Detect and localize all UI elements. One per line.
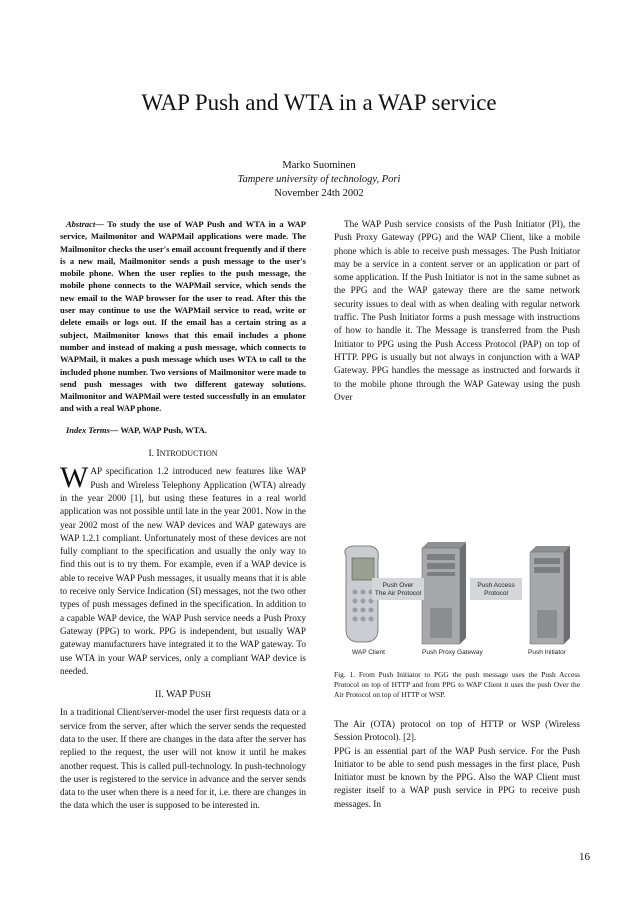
abstract-label: Abstract: [66, 219, 96, 229]
wap-client-label: WAP Client: [352, 649, 385, 656]
section-heading-wap-push: II. WAP PUSH: [155, 689, 211, 701]
left-column: [60, 218, 306, 813]
after-figure-text: [334, 718, 580, 811]
ppg-server-icon: [422, 542, 466, 644]
figure-1: [334, 538, 580, 656]
page-number: 16: [579, 851, 590, 863]
wap-push-diagram: [334, 538, 580, 656]
author-affiliation: Tampere university of technology, Pori: [237, 174, 401, 185]
wap-push-paragraph: In a traditional Client/server-model the user first requests data or a service from the server, after which the server sends the requested data to the user. If there are changes in the data after the server has replied to the request, the user will not know it until he makes another request. This is called pull-technology. In push-technology the user is registered to the service in advance and the server sends data to the user when there is a need for it, i.e. there are changes in the data which the user is supposed to be interested in.: [60, 707, 306, 811]
drop-cap: W: [60, 461, 89, 495]
after-figure-paragraph-1: The Air (OTA) protocol on top of HTTP or WSP (Wireless Session Protocol). [2].: [334, 719, 580, 743]
ppg-label: Push Proxy Gateway: [422, 649, 483, 656]
push-initiator-label: Push Initiator: [528, 649, 566, 656]
author-block: [0, 159, 638, 201]
index-terms: [60, 424, 306, 437]
paper-title: WAP Push and WTA in a WAP service: [141, 90, 497, 115]
author-name: Marko Suominen: [282, 160, 356, 171]
figure-caption: Fig. 1. From Push Initiator to PGG the push message uses the Push Access Protocol on top of HTTP and from PPG to WAP Client it uses the push Over the Air Protocol on top of HTTP or WSP.: [334, 670, 580, 699]
introduction-paragraph: WAP specification 1.2 introduced new features like WAP Push and Wireless Telephony Application (WTA) already in the year 2000 [1], but using these features in a real world application was not possible until late in the year 2001. Now in the year 2002 most of the new WAP devices and WAP gateways are WAP 1.2.1 compliant. Unfortunately most of these devices are not fully compliant to the specification and usually the only way to find this out is to try them. For example, even if a WAP device is able to receive WAP Push messages, it usually means that it is able to receive only Service Indication (SI) messages, not the two other types of push messages defined in the specification. In addition to a capable WAP device, the WAP Push service needs a Push Proxy Gateway (PPG) to work. PPG is independent, but usually WAP gateway manufacturers have integrated it to the WAP gateway. To use WTA in your WAP services, only a compliant WAP device is needed.: [60, 461, 306, 676]
abstract: [60, 218, 306, 415]
paper-date: November 24th 2002: [274, 188, 364, 199]
wap-push-paragraph-2: The WAP Push service consists of the Push Initiator (PI), the Push Proxy Gateway (PPG) and the WAP Client, like a mobile phone which is able to receive push messages. The Push Initiator may be a service in a content server or an application or part of some application. If the Push Initiator is not in the same subnet as the PPG and the WAP gateway there are the same network security issues to deal with as when dealing with regular network traffic. The Push Initiator forms a push message with instructions of how to handle it. The Message is transferred from the Push Initiator to PPG using the Push Access Protocol (PAP) on top of HTTP. PPG is usually but not always in conjunction with a WAP Gateway. PPG handles the message as instructed and forwards it to the mobile phone through the WAP Gateway using the push Over: [334, 219, 580, 402]
right-column: [334, 218, 580, 404]
ota-label-line1: Push Over: [382, 582, 414, 589]
pap-label-line2: Protocol: [484, 590, 508, 597]
push-initiator-server-icon: [530, 546, 570, 644]
abstract-text: — To study the use of WAP Push and WTA in a WAP service, Mailmonitor and WAPMail applications were made. The Mailmonitor checks the user's email account frequently and if there is a new mail, Mailmonitor sends a push message to the user's mobile phone. When the user replies to the push message, the mobile phone connects to the WAPMail service, which sends the new email to the WAP browser for the user to read. After this the user may continue to use the WAPMail service to read, write or delete emails or logs out. If the email has a certain string as a subject, Mailmonitor knows that this email includes a phone number and instead of making a push message, which connects to WAPMail, it makes a push message which uses WTA to call to the included phone number. Two versions of Mailmonitor were made to send push messages with two different gateway solutions. Mailmonitor and WAPMail were tested successfully in an emulator and with a real WAP phone.: [60, 219, 306, 414]
ota-label-line2: The Air Protocol: [374, 590, 422, 597]
after-figure-paragraph-2: PPG is an essential part of the WAP Push service. For the Push Initiator to be able to send push messages in the first place, Push Initiator must be known by the PPG. Also the WAP Client must register itself to a WAP push service in PPG to receive push messages. In: [334, 745, 580, 809]
index-terms-text: — WAP, WAP Push, WTA.: [109, 424, 207, 435]
pap-label-line1: Push Access: [477, 582, 515, 589]
section-heading-introduction: I. INTRODUCTION: [148, 448, 218, 460]
index-terms-label: Index Terms: [66, 424, 110, 435]
